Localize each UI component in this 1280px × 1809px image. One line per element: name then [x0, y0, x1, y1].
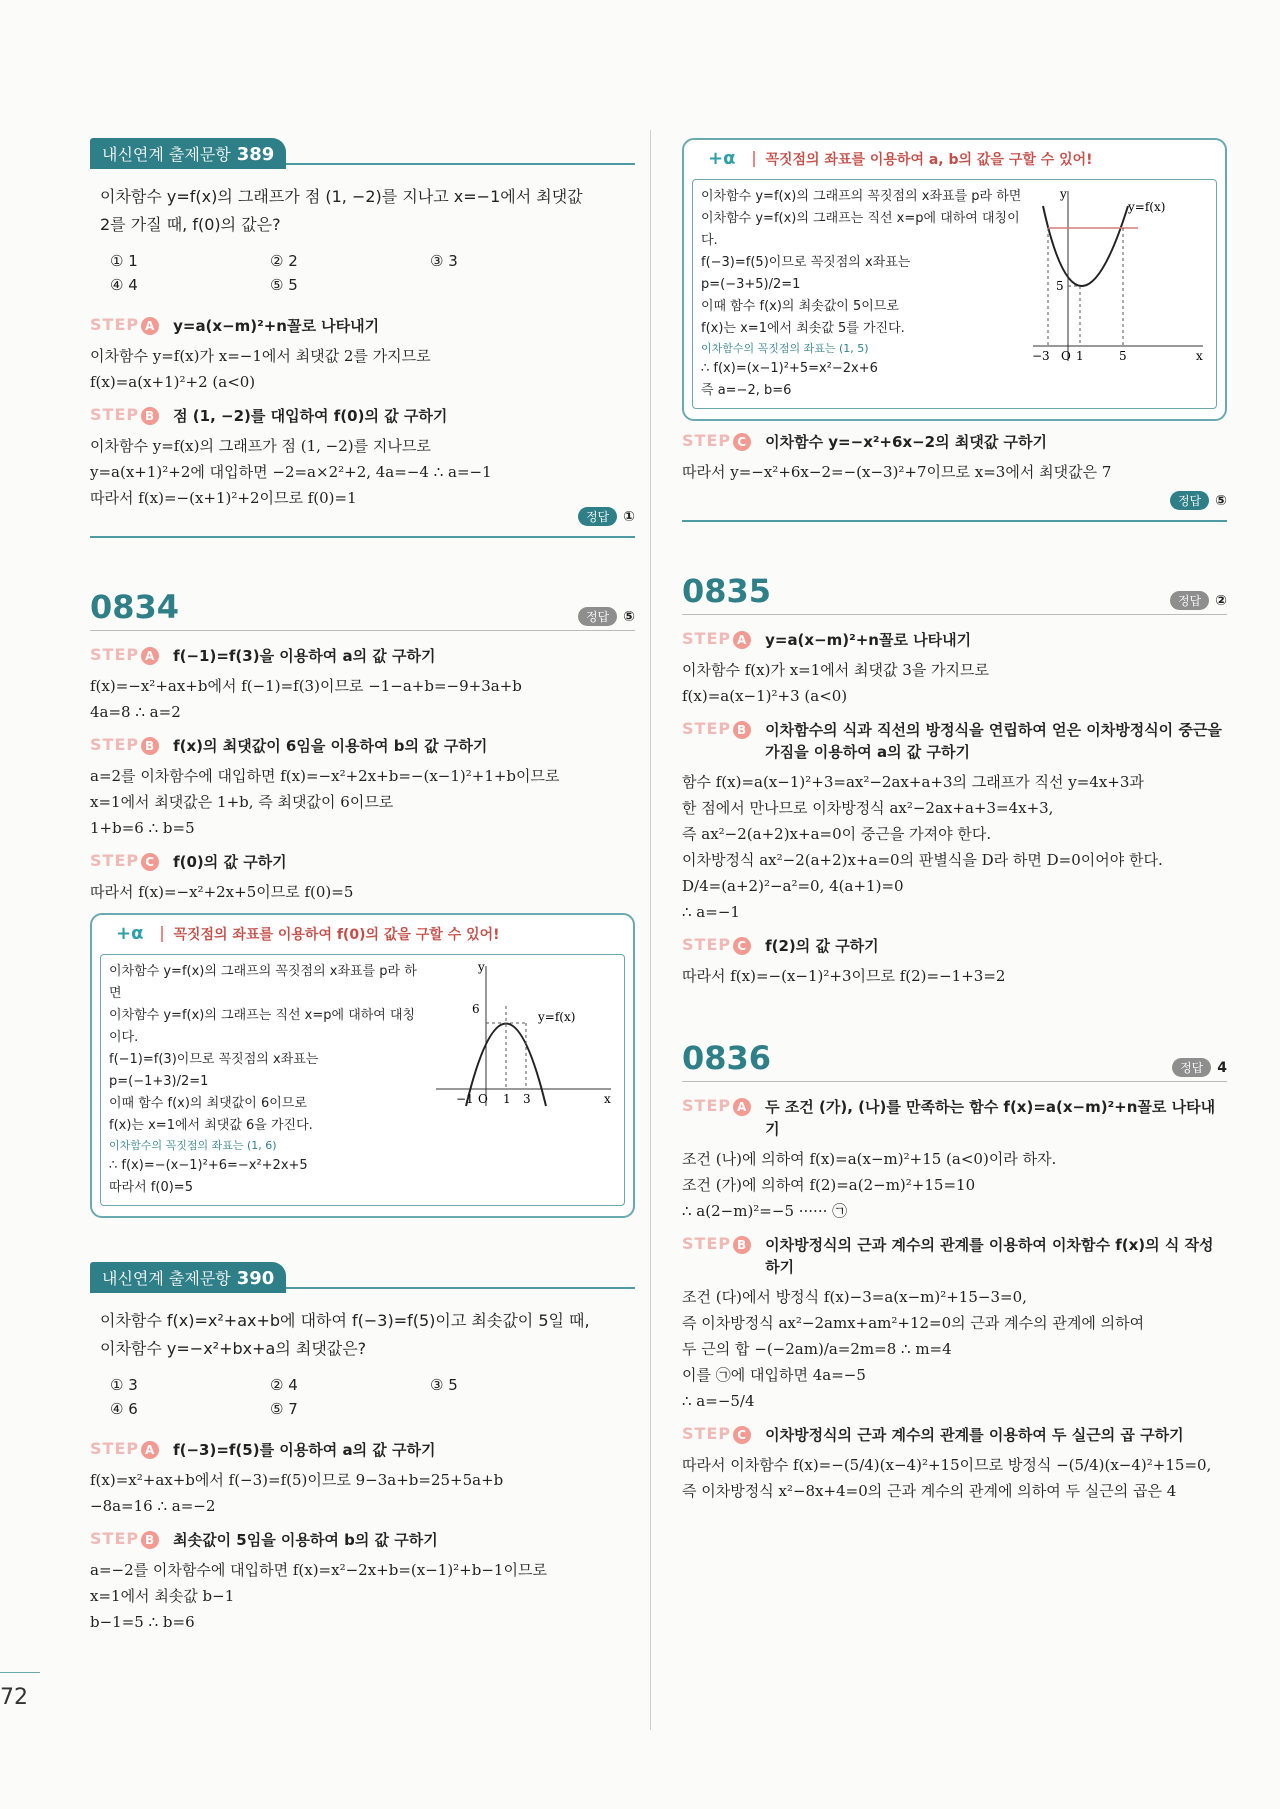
graph-tick: 5 — [1119, 349, 1127, 363]
step-heading: STEP A y=a(x−m)²+n꼴로 나타내기 — [90, 315, 380, 335]
solution-line: y=a(x+1)²+2에 대입하면 −2=a×2²+2, 4a=−4 ∴ a=−1 — [90, 463, 492, 481]
choice: ③ 3 — [430, 252, 458, 270]
solution-line: 이차방정식 ax²−2(a+2)x+a=0의 판별식을 D라 하면 D=0이어야 한다. — [682, 851, 1163, 869]
graph-vertex-label: 5 — [1056, 279, 1064, 293]
choice: ② 2 — [270, 252, 298, 270]
left-column — [90, 138, 635, 1635]
question-line: 이차함수 f(x)=x²+ax+b에 대하여 f(−3)=f(5)이고 최솟값이 5일 때, — [100, 1311, 590, 1330]
solution-line: 4a=8 ∴ a=2 — [90, 703, 181, 721]
problem-0834-header — [90, 588, 635, 631]
tip-line: f(x)는 x=1에서 최댓값 6을 가진다. — [109, 1118, 313, 1133]
page-rule — [0, 1672, 40, 1673]
tip-note: 이차함수의 꼭짓점의 좌표는 (1, 5) — [701, 342, 869, 355]
solution-line: 따라서 이차함수 f(x)=−(5/4)(x−4)²+15이므로 방정식 −(5/4)(x−4)²+15=0, — [682, 1456, 1212, 1474]
tip-line: 이차함수 y=f(x)의 그래프는 직선 x=p에 대하여 대칭이다. — [109, 1008, 416, 1045]
exam-number: 390 — [236, 1268, 275, 1289]
graph-y-label: y — [1060, 187, 1067, 201]
graph-tick: O — [478, 1092, 488, 1106]
graph-tick: O — [1061, 349, 1071, 363]
solution-line: b−1=5 ∴ b=6 — [90, 1613, 195, 1631]
problem-number: 0835 — [682, 572, 772, 610]
solution-line: f(x)=a(x+1)²+2 (a<0) — [90, 373, 256, 391]
problem-number: 0836 — [682, 1039, 772, 1077]
solution-line: ∴ a=−1 — [682, 903, 740, 921]
right-column — [682, 138, 1227, 1504]
solution-line: 1+b=6 ∴ b=5 — [90, 819, 195, 837]
alpha-tip-box — [90, 913, 635, 1218]
problem-0836-header — [682, 1039, 1227, 1082]
tip-line: f(x)는 x=1에서 최솟값 5를 가진다. — [701, 321, 905, 336]
graph-y-label: y — [478, 961, 485, 974]
tip-title: 꼭짓점의 좌표를 이용하여 f(0)의 값을 구할 수 있어! — [173, 926, 500, 943]
step-heading: STEP C 이차방정식의 근과 계수의 관계를 이용하여 두 실근의 곱 구하기 — [682, 1424, 1184, 1444]
choice: ④ 6 — [110, 1400, 138, 1418]
solution-line: 조건 (나)에 의하여 f(x)=a(x−m)²+15 (a<0)이라 하자. — [682, 1150, 1057, 1168]
solution-line: 따라서 f(x)=−(x−1)²+3이므로 f(2)=−1+3=2 — [682, 967, 1006, 985]
step-heading: STEP B 이차함수의 식과 직선의 방정식을 연립하여 얻은 이차방정식이 중근을 가짐을 이용하여 a의 값 구하기 — [682, 719, 1222, 761]
tip-line: 이차함수 y=f(x)의 그래프의 꼭짓점의 x좌표를 p라 하면 — [701, 189, 1022, 204]
graph-x-label: x — [604, 1092, 611, 1106]
solution-line: 이차함수 y=f(x)의 그래프가 점 (1, −2)를 지나므로 — [90, 437, 431, 455]
solution-line: 즉 이차방정식 ax²−2amx+am²+12=0의 근과 계수의 관계에 의하여 — [682, 1314, 1145, 1332]
solution-line: 이차함수 f(x)가 x=1에서 최댓값 3을 가지므로 — [682, 661, 990, 679]
choice: ⑤ 7 — [270, 1400, 298, 1418]
graph-tick: −1 — [456, 1092, 474, 1106]
choices — [90, 249, 635, 297]
choices — [90, 1373, 635, 1421]
solution-line: f(x)=a(x−1)²+3 (a<0) — [682, 687, 848, 705]
solution-line: f(x)=−x²+ax+b에서 f(−1)=f(3)이므로 −1−a+b=−9+3a+b — [90, 677, 522, 695]
solution-line: 조건 (다)에서 방정식 f(x)−3=a(x−m)²+15−3=0, — [682, 1288, 1027, 1306]
tip-line: f(−3)=f(5)이므로 꼭짓점의 x좌표는 — [701, 255, 911, 270]
step-heading: STEP B 최솟값이 5임을 이용하여 b의 값 구하기 — [90, 1529, 438, 1549]
tip-line: 이때 함수 f(x)의 최댓값이 6이므로 — [109, 1096, 307, 1111]
step-heading: STEP A y=a(x−m)²+n꼴로 나타내기 — [682, 629, 972, 649]
solution-line: D/4=(a+2)²−a²=0, 4(a+1)=0 — [682, 877, 904, 895]
solution-line: 한 점에서 만나므로 이차방정식 ax²−2ax+a+3=4x+3, — [682, 799, 1054, 817]
tip-line: 따라서 f(0)=5 — [109, 1180, 193, 1195]
solution-line: 따라서 f(x)=−x²+2x+5이므로 f(0)=5 — [90, 883, 354, 901]
problem-389-header — [90, 138, 635, 169]
step-heading: STEP A 두 조건 (가), (나)를 만족하는 함수 f(x)=a(x−m)²+n꼴로 나타내기 — [682, 1096, 1216, 1138]
step-heading: STEP C 이차함수 y=−x²+6x−2의 최댓값 구하기 — [682, 431, 1047, 451]
solution-line: −8a=16 ∴ a=−2 — [90, 1497, 216, 1515]
problem-390-header — [90, 1262, 635, 1293]
tip-line: ∴ f(x)=(x−1)²+5=x²−2x+6 — [701, 361, 878, 376]
step-heading: STEP A f(−1)=f(3)을 이용하여 a의 값 구하기 — [90, 645, 436, 665]
solution-line: 이를 ㉠에 대입하면 4a=−5 — [682, 1366, 866, 1384]
tip-line: 이때 함수 f(x)의 최솟값이 5이므로 — [701, 299, 899, 314]
parabola-graph — [1028, 186, 1208, 366]
exam-tag: 내신연계 출제문항 — [102, 1269, 231, 1288]
graph-tick: 1 — [1076, 349, 1084, 363]
solution-line: 두 근의 합 −(−2am)/a=2m=8 ∴ m=4 — [682, 1340, 952, 1358]
answer-badge: 정답 ① — [90, 507, 635, 526]
solution-line: 이차함수 y=f(x)가 x=−1에서 최댓값 2를 가지므로 — [90, 347, 431, 365]
tip-line: 즉 a=−2, b=6 — [701, 383, 792, 398]
choice: ① 3 — [110, 1376, 138, 1394]
solution-line: 따라서 y=−x²+6x−2=−(x−3)²+7이므로 x=3에서 최댓값은 7 — [682, 463, 1112, 481]
tip-line: 이차함수 y=f(x)의 그래프는 직선 x=p에 대하여 대칭이다. — [701, 211, 1020, 248]
answer-badge: 정답 ⑤ — [682, 491, 1227, 510]
tip-line: p=(−1+3)/2=1 — [109, 1074, 209, 1089]
exam-tag: 내신연계 출제문항 — [102, 145, 231, 164]
solution-line: a=2를 이차함수에 대입하면 f(x)=−x²+2x+b=−(x−1)²+1+b이므로 — [90, 767, 560, 785]
plus-alpha-icon: +α — [708, 148, 736, 169]
graph-x-label: x — [1196, 349, 1203, 363]
step-heading: STEP C f(0)의 값 구하기 — [90, 851, 287, 871]
step-heading: STEP B f(x)의 최댓값이 6임을 이용하여 b의 값 구하기 — [90, 735, 488, 755]
solution-line: ∴ a=−5/4 — [682, 1392, 755, 1410]
answer-badge: 정답 4 — [1172, 1058, 1227, 1077]
parabola-graph — [426, 961, 616, 1111]
step-heading: STEP C f(2)의 값 구하기 — [682, 935, 879, 955]
step-heading: STEP A f(−3)=f(5)를 이용하여 a의 값 구하기 — [90, 1439, 436, 1459]
graph-tick: −3 — [1032, 349, 1050, 363]
problem-0835-header — [682, 572, 1227, 615]
graph-tick: 1 — [503, 1092, 511, 1106]
graph-tick: 3 — [523, 1092, 531, 1106]
step-heading: STEP B 점 (1, −2)를 대입하여 f(0)의 값 구하기 — [90, 405, 448, 425]
problem-number: 0834 — [90, 588, 180, 626]
solution-line: f(x)=x²+ax+b에서 f(−3)=f(5)이므로 9−3a+b=25+5a+b — [90, 1471, 504, 1489]
step-heading: STEP B 이차방정식의 근과 계수의 관계를 이용하여 이차함수 f(x)의 식 작성하기 — [682, 1234, 1214, 1276]
tip-line: p=(−3+5)/2=1 — [701, 277, 801, 292]
graph-curve-label: y=f(x) — [538, 1010, 576, 1024]
question-line: 2를 가질 때, f(0)의 값은? — [100, 215, 281, 234]
plus-alpha-icon: +α — [116, 923, 144, 944]
choice: ③ 5 — [430, 1376, 458, 1394]
exam-number: 389 — [236, 144, 275, 165]
column-divider — [650, 130, 651, 1730]
question-line: 이차함수 y=−x²+bx+a의 최댓값은? — [100, 1339, 367, 1358]
tip-note: 이차함수의 꼭짓점의 좌표는 (1, 6) — [109, 1139, 277, 1152]
solution-line: x=1에서 최솟값 b−1 — [90, 1587, 235, 1605]
tip-line: ∴ f(x)=−(x−1)²+6=−x²+2x+5 — [109, 1158, 308, 1173]
tip-line: f(−1)=f(3)이므로 꼭짓점의 x좌표는 — [109, 1052, 319, 1067]
alpha-tip-box — [682, 138, 1227, 421]
choice: ② 4 — [270, 1376, 298, 1394]
solution-line: 따라서 f(x)=−(x+1)²+2이므로 f(0)=1 — [90, 489, 357, 507]
answer-badge: 정답 ⑤ — [578, 607, 635, 626]
graph-peak-label: 6 — [472, 1002, 480, 1016]
choice: ① 1 — [110, 252, 138, 270]
answer-badge: 정답 ② — [1170, 591, 1227, 610]
solution-line: 즉 ax²−2(a+2)x+a=0이 중근을 가져야 한다. — [682, 825, 992, 843]
solution-line: 조건 (가)에 의하여 f(2)=a(2−m)²+15=10 — [682, 1176, 976, 1194]
choice: ⑤ 5 — [270, 276, 298, 294]
page-number: 72 — [0, 1685, 28, 1710]
tip-title: 꼭짓점의 좌표를 이용하여 a, b의 값을 구할 수 있어! — [765, 151, 1093, 168]
solution-line: ∴ a(2−m)²=−5 ······ ㉠ — [682, 1202, 848, 1220]
tip-line: 이차함수 y=f(x)의 그래프의 꼭짓점의 x좌표를 p라 하면 — [109, 964, 417, 1001]
choice: ④ 4 — [110, 276, 138, 294]
solution-line: 함수 f(x)=a(x−1)²+3=ax²−2ax+a+3의 그래프가 직선 y=4x+3과 — [682, 773, 1144, 791]
solution-line: x=1에서 최댓값은 1+b, 즉 최댓값이 6이므로 — [90, 793, 394, 811]
question-line: 이차함수 y=f(x)의 그래프가 점 (1, −2)를 지나고 x=−1에서 최댓값 — [100, 187, 583, 206]
graph-curve-label: y=f(x) — [1128, 200, 1166, 214]
solution-line: a=−2를 이차함수에 대입하면 f(x)=x²−2x+b=(x−1)²+b−1이므로 — [90, 1561, 547, 1579]
solution-line: 즉 이차방정식 x²−8x+4=0의 근과 계수의 관계에 의하여 두 실근의 곱은 4 — [682, 1482, 1177, 1500]
